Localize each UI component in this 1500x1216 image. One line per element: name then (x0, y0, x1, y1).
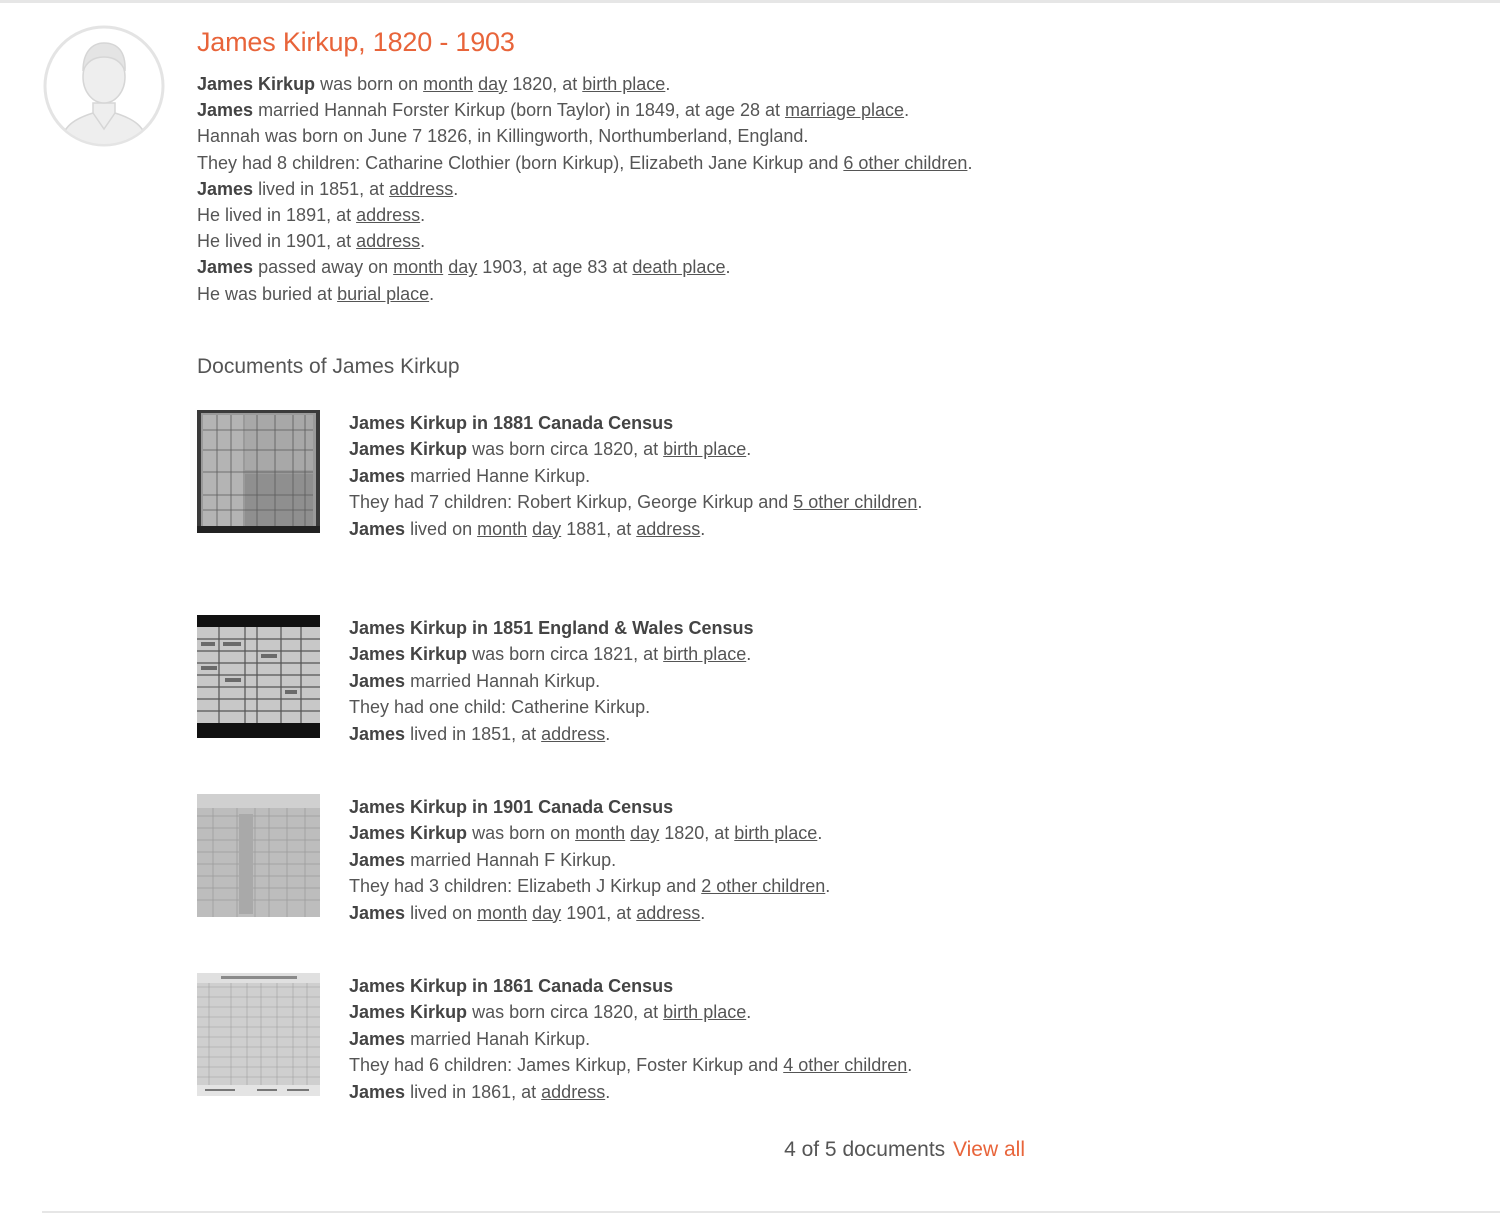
address-link[interactable]: address (389, 178, 454, 199)
census-page-icon (197, 410, 320, 533)
document-details (349, 410, 949, 542)
document-text-fragment: was born on (467, 823, 576, 844)
summary-text-fragment: He was buried at (197, 283, 338, 304)
document-children: They had 7 children: Robert Kirkup, George Kirkup and 5 other children. (349, 492, 923, 513)
document-details (349, 794, 949, 926)
address-link[interactable]: address (636, 902, 701, 923)
summary-text-fragment: married Hannah Forster Kirkup (born Taylor) in 1849, at age 28 at (253, 100, 786, 121)
other-children-link[interactable]: 2 other children (701, 876, 826, 897)
document-text-fragment: married Hannah F Kirkup. (405, 849, 617, 870)
document-details (349, 973, 949, 1105)
person-first-name: James (349, 1081, 406, 1102)
person-name: James Kirkup (349, 439, 468, 460)
view-all-link[interactable]: View all (953, 1138, 1025, 1161)
person-first-name: James (197, 178, 254, 199)
bottom-divider (42, 1211, 1500, 1213)
document-children: They had 6 children: James Kirkup, Foster Kirkup and 4 other children. (349, 1055, 913, 1076)
document-title[interactable]: James Kirkup in 1851 England & Wales Census (349, 618, 754, 638)
document-birth: James Kirkup was born on month day 1820, at birth place. (349, 823, 823, 844)
document-text-fragment: They had 3 children: Elizabeth J Kirkup and (349, 876, 702, 897)
document-text-fragment: married Hannah Kirkup. (405, 670, 601, 691)
person-first-name: James (349, 670, 406, 691)
birth-place-link[interactable]: birth place (663, 644, 747, 665)
death-month-link[interactable]: month (393, 257, 444, 278)
other-children-link[interactable]: 6 other children (843, 152, 968, 173)
summary-death: James passed away on month day 1903, at age 83 at death place. (197, 257, 731, 278)
summary-birth: James Kirkup was born on month day 1820, at birth place. (197, 74, 671, 94)
document-text-fragment: lived in 1861, at (405, 1081, 542, 1102)
summary-text-fragment: They had 8 children: Catharine Clothier (born Kirkup), Elizabeth Jane Kirkup and (197, 152, 844, 173)
person-first-name: James (349, 518, 406, 539)
document-text-fragment: lived on (405, 902, 478, 923)
summary-text-fragment: 1820, at (507, 74, 583, 94)
document-residence: James lived on month day 1881, at address. (349, 518, 706, 539)
summary-residence-1891: He lived in 1891, at address. (197, 205, 426, 226)
month-link[interactable]: month (477, 518, 528, 539)
census-page-icon (197, 973, 320, 1096)
month-link[interactable]: month (575, 823, 626, 844)
summary-text-fragment: He lived in 1891, at (197, 205, 357, 226)
address-link[interactable]: address (541, 723, 606, 744)
birth-month-link[interactable]: month (423, 74, 474, 94)
person-name: James Kirkup (349, 823, 468, 844)
summary-children: They had 8 children: Catharine Clothier (born Kirkup), Elizabeth Jane Kirkup and 6 other children. (197, 152, 973, 173)
summary-spouse-birth: Hannah was born on June 7 1826, in Killingworth, Northumberland, England. (197, 126, 809, 147)
document-text-fragment: They had 6 children: James Kirkup, Foster Kirkup and (349, 1055, 784, 1076)
document-thumbnail[interactable] (197, 410, 320, 533)
day-link[interactable]: day (630, 823, 660, 844)
document-marriage (349, 668, 949, 694)
person-name: James Kirkup (197, 74, 316, 94)
address-link[interactable]: address (356, 231, 421, 252)
summary-text-fragment: was born on (315, 74, 424, 94)
summary-text (197, 71, 1197, 307)
document-title[interactable]: James Kirkup in 1881 Canada Census (349, 413, 674, 433)
summary-marriage: James married Hannah Forster Kirkup (born Taylor) in 1849, at age 28 at marriage place. (197, 100, 910, 121)
document-text-fragment: 1901, at (561, 902, 637, 923)
document-birth: James Kirkup was born circa 1820, at birth place. (349, 439, 752, 460)
document-text-fragment: lived in 1851, at (405, 723, 542, 744)
avatar (43, 25, 165, 147)
document-marriage (349, 847, 949, 873)
summary-burial: He was buried at burial place. (197, 283, 435, 304)
document-thumbnail[interactable] (197, 973, 320, 1096)
document-text-fragment: 1881, at (561, 518, 637, 539)
summary-residence-1901: He lived in 1901, at address. (197, 231, 426, 252)
address-link[interactable]: address (636, 518, 701, 539)
summary-text-fragment: lived in 1851, at (253, 178, 390, 199)
person-first-name: James (349, 723, 406, 744)
person-summary (197, 24, 1197, 307)
address-link[interactable]: address (356, 205, 421, 226)
birth-place-link[interactable]: birth place (582, 74, 666, 94)
documents-pager (600, 1136, 1025, 1164)
day-link[interactable]: day (532, 902, 562, 923)
document-text-fragment: was born circa 1820, at (467, 439, 664, 460)
birth-place-link[interactable]: birth place (663, 439, 747, 460)
document-text-fragment: lived on (405, 518, 478, 539)
document-children: They had one child: Catherine Kirkup. (349, 697, 651, 718)
document-text-fragment: married Hanne Kirkup. (405, 465, 591, 486)
summary-text-fragment: 1903, at age 83 at (477, 257, 633, 278)
document-birth: James Kirkup was born circa 1820, at birth place. (349, 1002, 752, 1023)
top-divider (0, 0, 1500, 3)
document-text-fragment: They had 7 children: Robert Kirkup, George Kirkup and (349, 492, 794, 513)
document-residence: James lived in 1861, at address. (349, 1081, 611, 1102)
document-thumbnail[interactable] (197, 615, 320, 738)
birth-place-link[interactable]: birth place (663, 1002, 747, 1023)
person-name: James Kirkup (349, 1002, 468, 1023)
birth-day-link[interactable]: day (478, 74, 508, 94)
person-first-name: James (349, 1028, 406, 1049)
document-marriage (349, 1026, 949, 1052)
other-children-link[interactable]: 5 other children (793, 492, 918, 513)
documents-heading: Documents of James Kirkup (197, 355, 460, 378)
person-title: James Kirkup, 1820 - 1903 (197, 27, 515, 57)
other-children-link[interactable]: 4 other children (783, 1055, 908, 1076)
summary-text-fragment: He lived in 1901, at (197, 231, 357, 252)
document-text-fragment: 1820, at (659, 823, 735, 844)
document-birth: James Kirkup was born circa 1821, at birth place. (349, 644, 752, 665)
document-residence: James lived on month day 1901, at address. (349, 902, 706, 923)
person-first-name: James (197, 100, 254, 121)
person-name: James Kirkup (349, 644, 468, 665)
census-page-icon (197, 615, 320, 738)
person-silhouette-icon (43, 25, 165, 147)
birth-place-link[interactable]: birth place (734, 823, 818, 844)
document-text-fragment: was born circa 1821, at (467, 644, 664, 665)
document-residence: James lived in 1851, at address. (349, 723, 611, 744)
person-first-name: James (197, 257, 254, 278)
document-details (349, 615, 949, 747)
summary-residence-1851: James lived in 1851, at address. (197, 178, 459, 199)
person-first-name: James (349, 465, 406, 486)
death-day-link[interactable]: day (448, 257, 478, 278)
document-thumbnail[interactable] (197, 794, 320, 917)
document-title[interactable]: James Kirkup in 1861 Canada Census (349, 976, 674, 996)
person-first-name: James (349, 849, 406, 870)
day-link[interactable]: day (532, 518, 562, 539)
document-children: They had 3 children: Elizabeth J Kirkup and 2 other children. (349, 876, 831, 897)
burial-place-link[interactable]: burial place (337, 283, 430, 304)
census-page-icon (197, 794, 320, 917)
person-first-name: James (349, 902, 406, 923)
document-marriage (349, 463, 949, 489)
documents-count: 4 of 5 documents (784, 1138, 946, 1161)
document-text-fragment: was born circa 1820, at (467, 1002, 664, 1023)
document-text-fragment: married Hanah Kirkup. (405, 1028, 591, 1049)
summary-text-fragment: passed away on (253, 257, 394, 278)
death-place-link[interactable]: death place (632, 257, 726, 278)
marriage-place-link[interactable]: marriage place (785, 100, 905, 121)
month-link[interactable]: month (477, 902, 528, 923)
document-title[interactable]: James Kirkup in 1901 Canada Census (349, 797, 674, 817)
address-link[interactable]: address (541, 1081, 606, 1102)
